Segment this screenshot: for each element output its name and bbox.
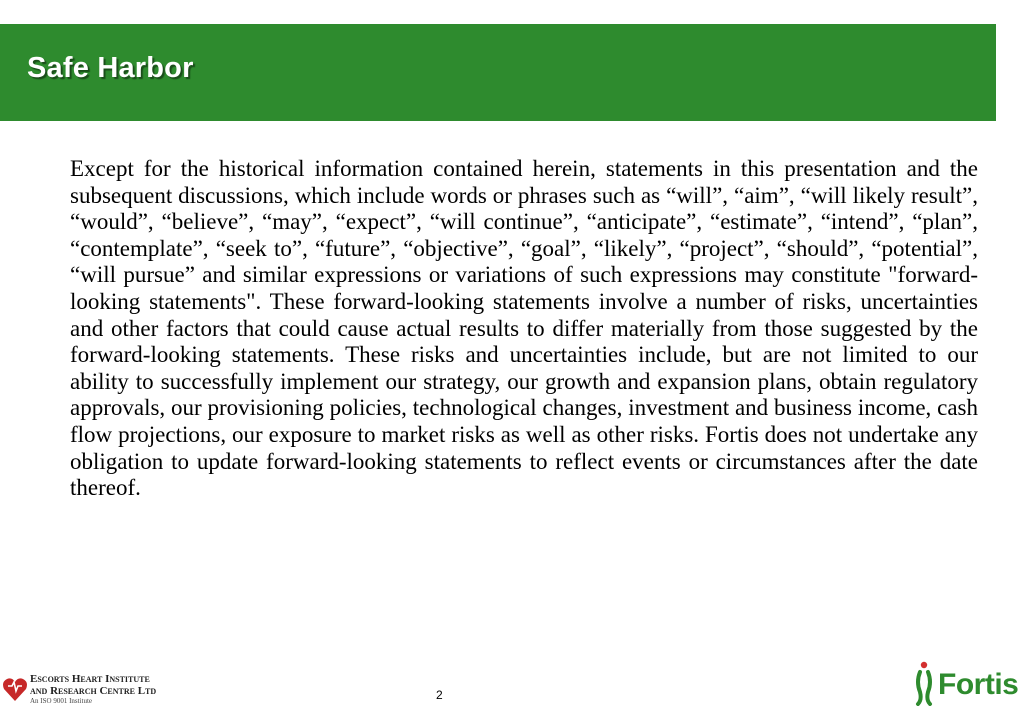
escorts-name-line2: and Research Centre Ltd [30,685,157,697]
page-number: 2 [436,688,443,702]
fortis-logo [908,660,1020,706]
fortis-wordmark: Fortis [938,668,1019,701]
escorts-iso-line: An ISO 9001 Institute [30,697,93,705]
escorts-logo [2,671,172,707]
safe-harbor-paragraph: Except for the historical information contained herein, statements in this presentation and the subsequent discussions, which include words or phrases such as “will”, “aim”, “will likely result”, “would”, “believe”, “may”, “expect”, “will continue”, “anticipate”, “estimate”, “intend”, “plan”, “contemplate”, “seek to”, “future”, “objective”, “goal”, “likely”, “project”, “should”, “potential”, “will pursue” and similar expressions or variations of such expressions may constitute "forward-looking statements". These forward-looking statements involve a number of risks, uncertainties and other factors that could cause actual results to differ materially from those suggested by the forward-looking statements. These risks and uncertainties include, but are not limited to our ability to successfully implement our strategy, our growth and expansion plans, obtain regulatory approvals, our provisioning policies, technological changes, investment and business income, cash flow projections, our exposure to market risks as well as other risks. Fortis does not undertake any obligation to update forward-looking statements to reflect events or circumstances after the date thereof. [70,156,978,501]
fortis-figure-logo-icon [908,660,940,706]
escorts-heart-logo-icon [2,673,28,703]
slide-title: Safe Harbor [27,52,194,84]
escorts-name-line1: Escorts Heart Institute [30,673,150,685]
